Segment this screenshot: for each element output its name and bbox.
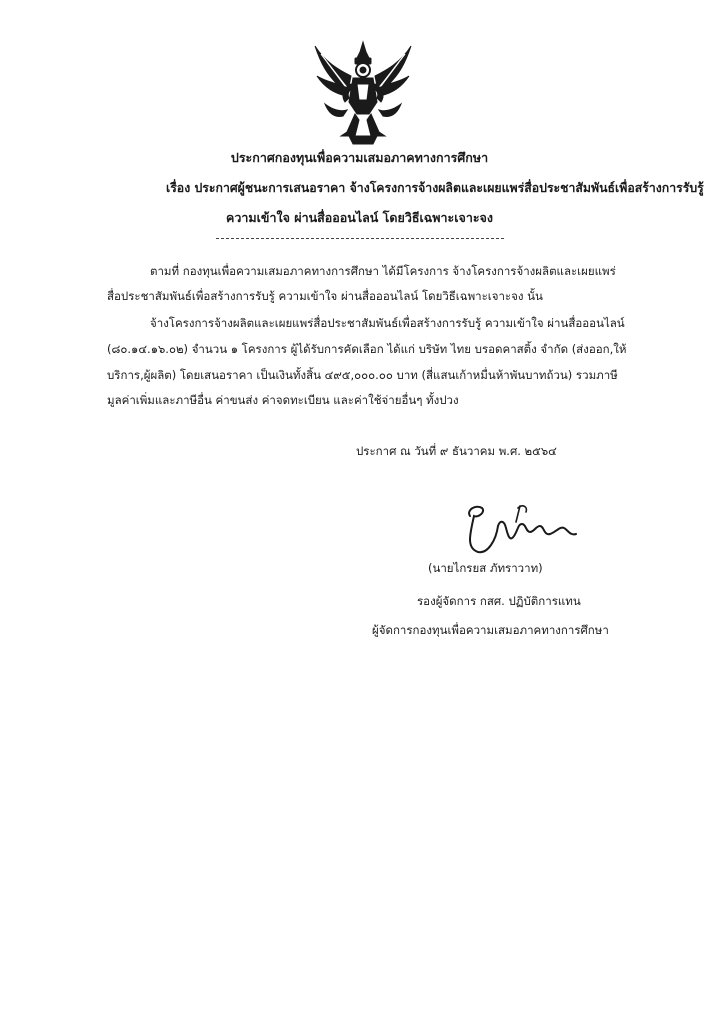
signer-position-1: รองผู้จัดการ กสศ. ปฏิบัติการแทน: [417, 594, 581, 608]
announcement-title: ประกาศกองทุนเพื่อความเสมอภาคทางการศึกษา: [230, 150, 489, 165]
announcement-subject-cont: ความเข้าใจ ผ่านสื่อออนไลน์ โดยวิธีเฉพาะเจาะจง: [225, 210, 493, 225]
body-line-3: จ้างโครงการจ้างผลิตและเผยแพร่สื่อประชาสัมพันธ์เพื่อสร้างการรับรู้ ความเข้าใจ ผ่านสื่อออนไลน์: [150, 316, 625, 330]
header-divider: [216, 238, 504, 239]
body-line-5: บริการ,ผู้ผลิต) โดยเสนอราคา เป็นเงินทั้งสิ้น ๔๙๕,๐๐๐.๐๐ บาท (สี่แสนเก้าหมื่นห้าพันบาทถ้วน) รวมภาษี: [107, 368, 618, 382]
garuda-emblem-icon: [311, 40, 415, 148]
body-line-1: ตามที่ กองทุนเพื่อความเสมอภาคทางการศึกษา ได้มีโครงการ จ้างโครงการจ้างผลิตและเผยแพร่: [150, 264, 616, 278]
body-line-4: (๘๐.๑๔.๑๖.๐๒) จำนวน ๑ โครงการ ผู้ได้รับการคัดเลือก ได้แก่ บริษัท ไทย บรอดคาสติ้ง จำกัด (ส่งออก,ให้: [107, 342, 627, 356]
body-line-2: สื่อประชาสัมพันธ์เพื่อสร้างการรับรู้ ความเข้าใจ ผ่านสื่อออนไลน์ โดยวิธีเฉพาะเจาะจง นั้น: [107, 289, 543, 303]
announcement-date: ประกาศ ณ วันที่ ๙ ธันวาคม พ.ศ. ๒๕๖๔: [356, 444, 557, 458]
handwritten-signature: [456, 496, 586, 560]
announcement-subject: เรื่อง ประกาศผู้ชนะการเสนอราคา จ้างโครงการจ้างผลิตและเผยแพร่สื่อประชาสัมพันธ์เพื่อสร้างการรับรู้: [166, 181, 704, 195]
body-line-6: มูลค่าเพิ่มและภาษีอื่น ค่าขนส่ง ค่าจดทะเบียน และค่าใช้จ่ายอื่นๆ ทั้งปวง: [107, 393, 459, 407]
signer-position-2: ผู้จัดการกองทุนเพื่อความเสมอภาคทางการศึกษา: [372, 623, 609, 637]
signer-name: (นายไกรยส ภัทราวาท): [428, 561, 543, 575]
